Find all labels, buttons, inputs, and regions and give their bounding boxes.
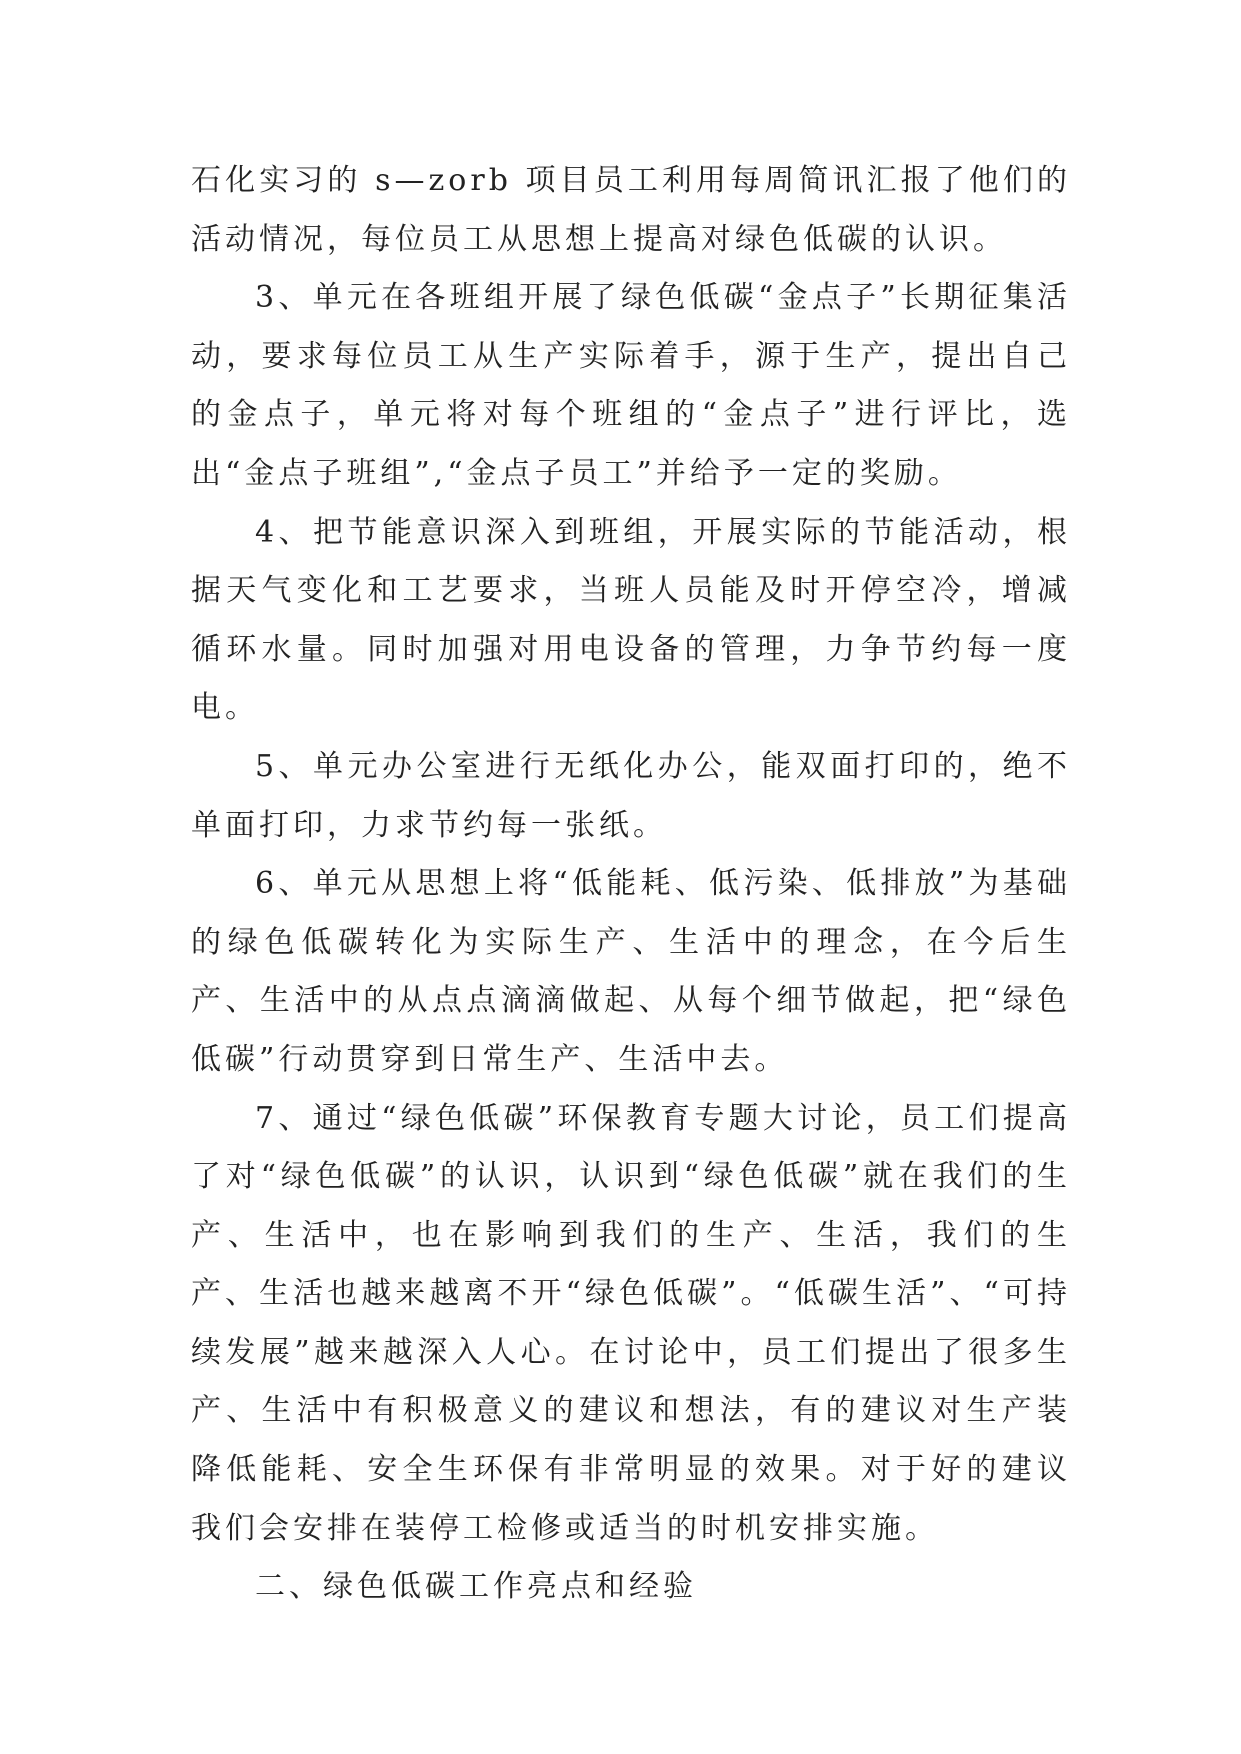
paragraph-item-7: 7、通过“绿色低碳”环保教育专题大讨论，员工们提高了对“绿色低碳”的认识，认识到“绿色低碳”就在我们的生产、生活中，也在影响到我们的生产、生活，我们的生产、生活也越来越离不开“绿色低碳”。“低碳生活”、“可持续发展”越来越深入人心。在讨论中，员工们提出了很多生产、生活中有积极意义的建议和想法，有的建议对生产装降低能耗、安全生环保有非常明显的效果。对于好的建议我们会安排在装停工检修或适当的时机安排实施。 (191, 1100, 1071, 1546)
section-heading: 二、绿色低碳工作亮点和经验 (255, 1569, 697, 1605)
paragraph-item-4: 4、把节能意识深入到班组，开展实际的节能活动，根据天气变化和工艺要求，当班人员能及时开停空冷，增减循环水量。同时加强对用电设备的管理，力争节约每一度电。 (191, 514, 1071, 726)
paragraph-item-6: 6、单元从思想上将“低能耗、低污染、低排放”为基础的绿色低碳转化为实际生产、生活中的理念，在今后生产、生活中的从点点滴滴做起、从每个细节做起，把“绿色低碳”行动贯穿到日常生产、生活中去。 (191, 866, 1071, 1077)
paragraph-item-5: 5、单元办公室进行无纸化办公，能双面打印的，绝不单面打印，力求节约每一张纸。 (191, 748, 1071, 843)
document-page (191, 152, 1071, 1617)
paragraph-continuation: 石化实习的 s—zorb 项目员工利用每周简讯汇报了他们的活动情况，每位员工从思想上提高对绿色低碳的认识。 (191, 163, 1071, 257)
paragraph-item-3: 3、单元在各班组开展了绿色低碳“金点子”长期征集活动，要求每位员工从生产实际着手，源于生产，提出自己的金点子，单元将对每个班组的“金点子”进行评比，选出“金点子班组”,“金点子员工”并给予一定的奖励。 (191, 280, 1071, 491)
